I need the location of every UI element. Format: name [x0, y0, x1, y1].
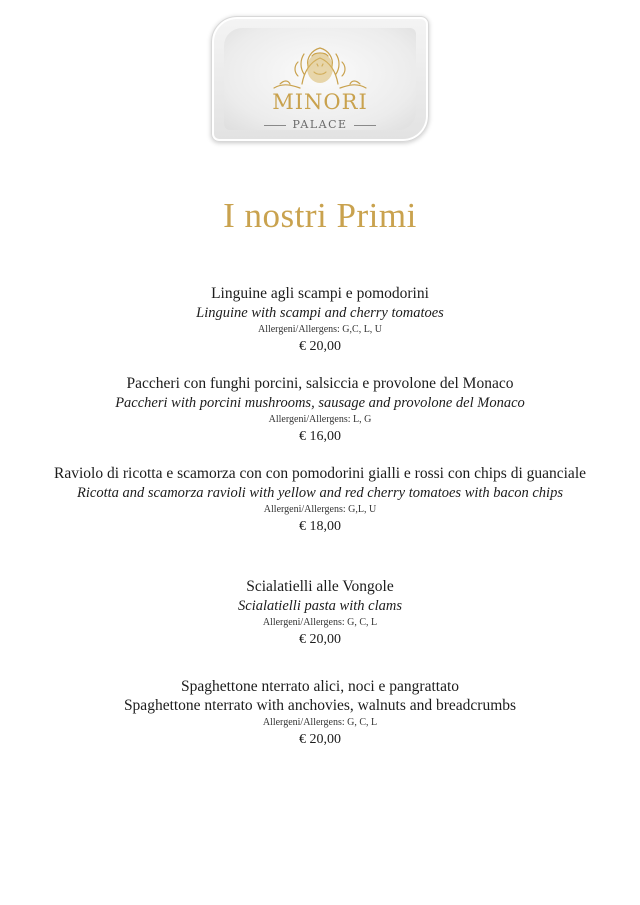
- dish-allergens: Allergeni/Allergens: G,L, U: [263, 504, 377, 515]
- logo-panel: [224, 28, 416, 130]
- menu-item: [40, 374, 600, 446]
- lion-head-icon: [260, 42, 380, 92]
- dish-price: € 16,00: [299, 429, 341, 444]
- dish-price: € 20,00: [299, 732, 341, 747]
- dish-allergens: Allergeni/Allergens: G,C, L, U: [257, 324, 383, 335]
- dish-price: € 20,00: [299, 339, 341, 354]
- dish-italian-name: Spaghettone nterrato alici, noci e pangrattato: [180, 678, 460, 695]
- menu-item: [30, 464, 610, 536]
- dish-english-name: Scialatielli pasta with clams: [238, 598, 402, 614]
- dish-italian-name: Raviolo di ricotta e scamorza con con pomodorini gialli e rossi con chips di guanciale: [53, 465, 587, 482]
- dish-english-name: Paccheri with porcini mushrooms, sausage and provolone del Monaco: [115, 395, 525, 411]
- page-title: I nostri Primi: [223, 196, 417, 235]
- dish-price: € 18,00: [299, 519, 341, 534]
- dish-english-name: Spaghettone nterrato with anchovies, walnuts and breadcrumbs: [123, 697, 517, 714]
- dish-italian-name: Paccheri con funghi porcini, salsiccia e provolone del Monaco: [126, 375, 514, 392]
- dish-italian-name: Scialatielli alle Vongole: [246, 578, 394, 595]
- dish-price: € 20,00: [299, 632, 341, 647]
- brand-name: MINORI: [272, 90, 368, 114]
- dish-english-name: Linguine with scampi and cherry tomatoes: [196, 305, 444, 321]
- dish-allergens: Allergeni/Allergens: L, G: [268, 414, 372, 425]
- dish-allergens: Allergeni/Allergens: G, C, L: [262, 717, 378, 728]
- dish-allergens: Allergeni/Allergens: G, C, L: [262, 617, 378, 628]
- menu-item: [40, 677, 600, 749]
- dish-italian-name: Linguine agli scampi e pomodorini: [211, 285, 429, 302]
- dish-english-name: Ricotta and scamorza ravioli with yellow and red cherry tomatoes with bacon chips: [77, 485, 563, 501]
- brand-subtitle: PALACE: [224, 118, 416, 131]
- logo: [211, 16, 429, 142]
- menu-item: [40, 577, 600, 649]
- menu-item: [40, 284, 600, 356]
